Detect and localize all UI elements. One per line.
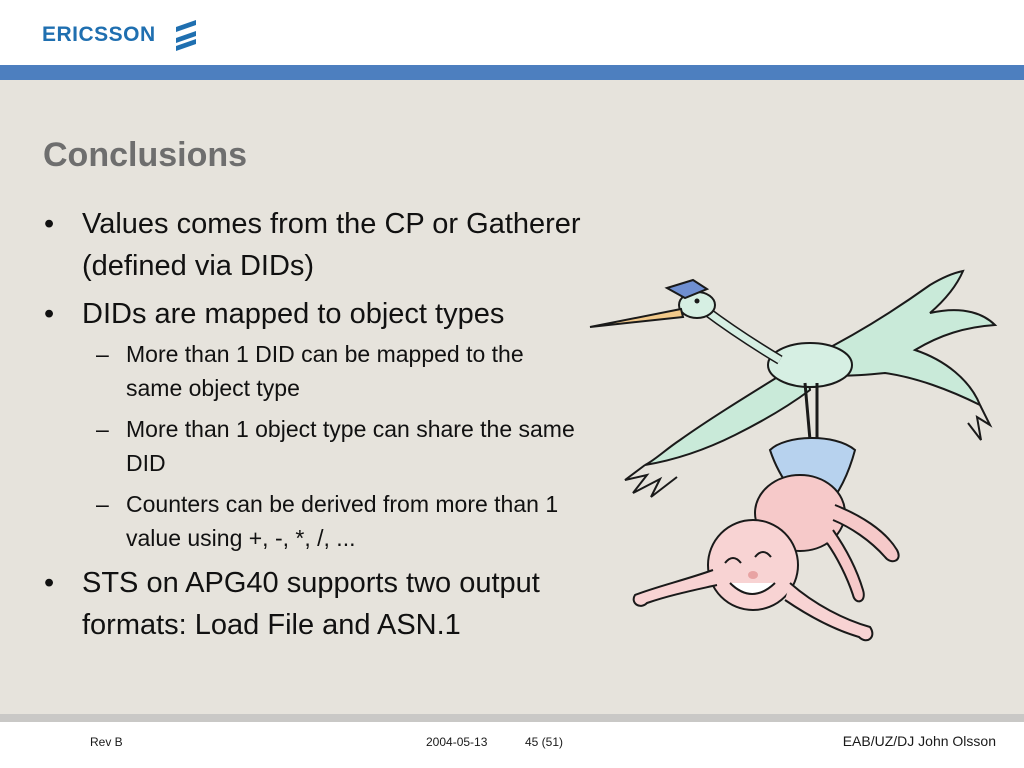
sub-bullet-marker: – — [96, 341, 109, 367]
footer-page-number: 45 (51) — [525, 735, 564, 749]
sub-bullet-text: More than 1 DID can be mapped to the same object type — [126, 341, 524, 401]
ericsson-elk-icon — [172, 18, 200, 52]
bullet-marker: • — [44, 298, 55, 330]
bullet-marker: • — [44, 208, 55, 240]
bullet-list — [42, 203, 602, 652]
sub-bullet-text: More than 1 object type can share the same DID — [126, 416, 575, 476]
sub-bullet-item — [82, 487, 602, 555]
bullet-item — [42, 562, 602, 646]
bullet-text: STS on APG40 supports two output formats: Load File and ASN.1 — [82, 567, 540, 641]
footer-rule — [0, 714, 1024, 722]
bullet-item — [42, 293, 602, 555]
bullet-text: Values comes from the CP or Gatherer (defined via DIDs) — [82, 208, 581, 282]
sub-bullet-list — [82, 337, 602, 555]
sub-bullet-text: Counters can be derived from more than 1 value using +, -, *, /, ... — [126, 491, 559, 551]
sub-bullet-marker: – — [96, 416, 109, 442]
logo-wordmark: ERICSSON — [42, 23, 156, 46]
slide-title: Conclusions — [43, 136, 248, 174]
footer-revision: Rev B — [90, 735, 123, 749]
sub-bullet-marker: – — [96, 491, 109, 517]
bullet-text: DIDs are mapped to object types — [82, 298, 505, 330]
ericsson-logo — [42, 18, 200, 52]
stork-baby-illustration — [585, 265, 1005, 660]
header-rule — [0, 65, 1024, 80]
footer-date: 2004-05-13 — [426, 735, 488, 749]
bullet-marker: • — [44, 567, 55, 599]
footer-author: EAB/UZ/DJ John Olsson — [842, 733, 996, 749]
slide-header — [0, 0, 1024, 65]
sub-bullet-item — [82, 337, 602, 405]
slide-footer — [0, 722, 1024, 768]
sub-bullet-item — [82, 412, 602, 480]
bullet-item — [42, 203, 602, 287]
